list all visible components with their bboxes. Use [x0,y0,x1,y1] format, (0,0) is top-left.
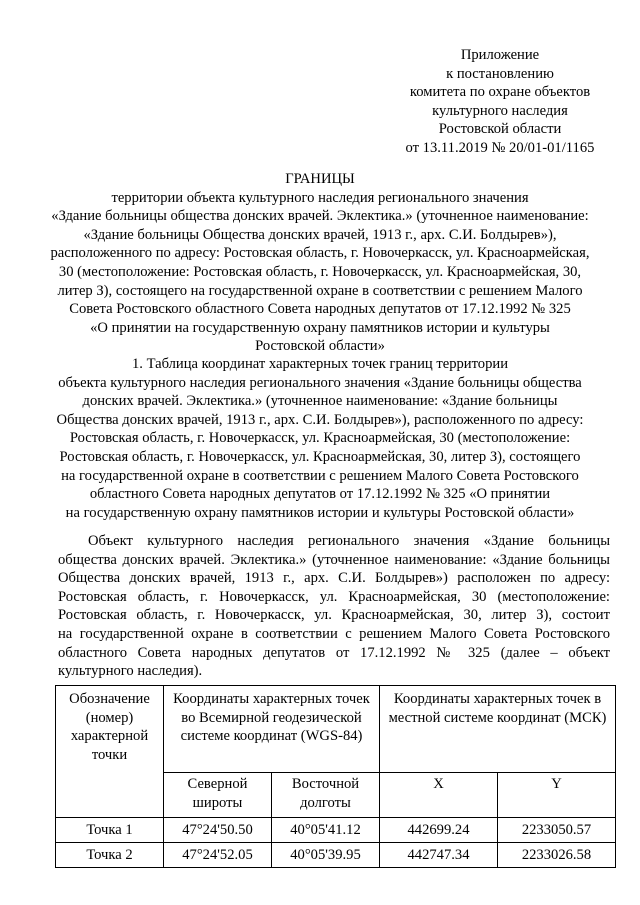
section-line: на государственную охрану памятников истории и культуры Ростовской области» [65,504,575,521]
document-title: ГРАНИЦЫ [285,171,355,187]
cell-north: 47°24'50.50 [164,818,272,843]
paragraph-line: Общества донских врачей, 1913 г., арх. С.И. Болдырев») расположен по адресу: [58,570,610,587]
cell-north: 47°24'52.05 [164,843,272,868]
subheader-x: X [380,773,498,818]
header-wgs: Координаты характерных точек во Всемирной геодезической системе координат (WGS-84) [164,686,380,773]
section-line: Ростовская область, г. Новочеркасск, ул. Красноармейская, 30, литер З), состоящего [59,448,581,465]
table-row [56,843,616,868]
appendix-line: от 13.11.2019 № 20/01-01/1165 [405,139,595,156]
appendix-line: комитета по охране объектов [409,84,591,101]
paragraph-line: культурного наследия). [58,663,203,680]
subheader-y: Y [498,773,616,818]
section-line: на государственной охране в соответствии с решением Малого Совета Ростовского [61,467,579,484]
heading-line: территории объекта культурного наследия регионального значения [111,189,529,206]
body-paragraph [58,532,610,681]
header-msk: Координаты характерных точек в местной системе координат (МСК) [380,686,616,773]
section-line: областного Совета народных депутатов от 17.12.1992 № 325 «О принятии [89,486,551,503]
section-line: объекта культурного наследия регионального значения «Здание больницы общества [58,374,582,391]
cell-x: 442747.34 [380,843,498,868]
paragraph-line: общества донских врачей. Эклектика.» (уточненное наименование: «Здание больницы [58,551,610,568]
cell-y: 2233050.57 [498,818,616,843]
subheader-east: Восточной долготы [272,773,380,818]
appendix-line: к постановлению [446,65,554,82]
heading-line: Совета Ростовского областного Совета народных депутатов от 17.12.1992 № 325 [69,301,571,318]
appendix-line: Ростовской области [438,121,562,138]
paragraph-line: областного Совета народных депутатов от 17.12.1992 № 325 (далее – объект [58,644,610,661]
cell-east: 40°05'41.12 [272,818,380,843]
cell-point: Точка 1 [56,818,164,843]
heading-line: литер З), состоящего на государственной охране в соответствии с решением Малого [57,282,583,299]
appendix-line: Приложение [460,47,540,63]
subheader-north: Северной широты [164,773,272,818]
paragraph-line: Объект культурного наследия регионального значения «Здание больницы [88,533,610,549]
section-line: 1. Таблица координат характерных точек границ территории [131,356,509,372]
cell-east: 40°05'39.95 [272,843,380,868]
appendix-line: культурного наследия [432,102,568,119]
paragraph-line: на государственной охране в соответствии с решением Малого Совета Ростовского [58,625,610,642]
heading-line: 30 (местоположение: Ростовская область, г. Новочеркасск, ул. Красноармейская, 30, [58,263,582,280]
paragraph-line: Ростовская область, г. Новочеркасск, ул. Красноармейская, 30 (местоположение: [58,588,610,605]
heading-line: расположенного по адресу: Ростовская область, г. Новочеркасск, ул. Красноармейская, [50,245,590,262]
appendix-header [380,46,620,158]
table-row [56,818,616,843]
heading-line: «Здание больницы Общества донских врачей, 1913 г., арх. С.И. Болдырев»), [83,226,557,243]
section-line: Общества донских врачей, 1913 г., арх. С.И. Болдырев»), расположенного по адресу: [56,411,584,428]
heading-line: Ростовской области» [255,338,385,355]
cell-point: Точка 2 [56,843,164,868]
section-line: Ростовская область, г. Новочеркасск, ул. Красноармейская, 30 (местоположение: [69,430,571,447]
cell-x: 442699.24 [380,818,498,843]
heading-line: «О принятии на государственную охрану памятников истории и культуры [90,319,550,336]
paragraph-line: Ростовская область, г. Новочеркасск, ул. Красноармейская, 30, литер З), состоит [58,607,610,624]
section-heading [30,355,610,522]
section-line: донских врачей. Эклектика.» (уточненное наименование: «Здание больницы [82,393,558,410]
cell-y: 2233026.58 [498,843,616,868]
header-point: Обозначение (номер) характерной точки [56,686,164,818]
coordinates-table [55,685,616,868]
heading-line: «Здание больницы общества донских врачей. Эклектика.» (уточненное наименование: [51,208,589,225]
document-heading [30,170,610,356]
table-header-row [56,686,616,773]
